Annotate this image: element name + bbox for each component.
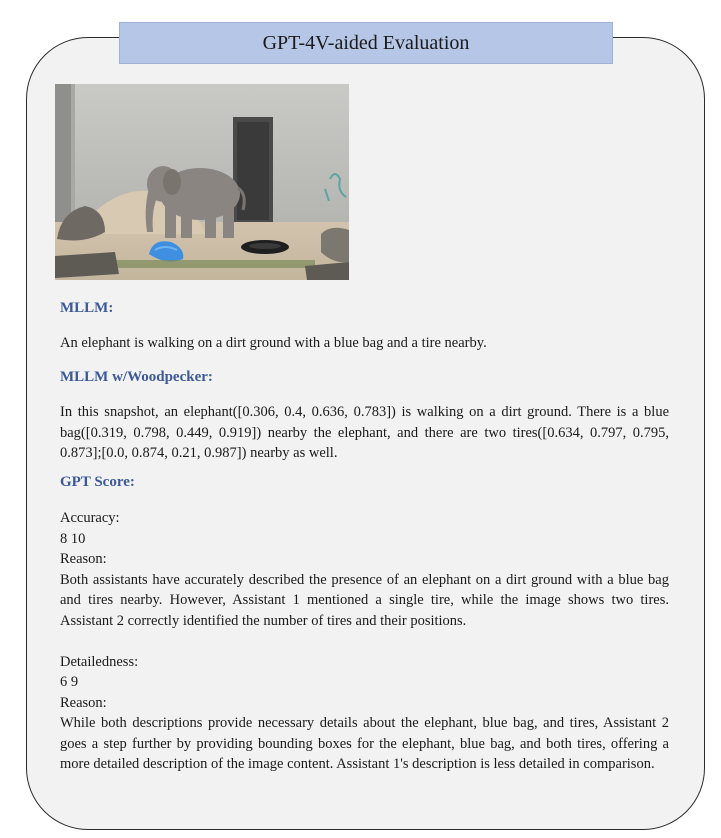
gpt-score-block [60, 508, 669, 775]
elephant-photo [55, 84, 349, 280]
mllm-label: MLLM: [60, 300, 114, 316]
detailedness-label: Detailedness: [60, 653, 139, 670]
detailedness-reason: While both descriptions provide necessary details about the elephant, blue bag, and tires, Assistant 2 goes a step further by providing bounding boxes for the elephant, blue bag, and both tires, offering a more detailed description of the image content. Assistant 1's description is less detailed in comparison. [60, 715, 669, 772]
accuracy-label: Accuracy: [60, 510, 120, 526]
accuracy-reason-label: Reason: [60, 551, 107, 567]
spacer [60, 631, 669, 652]
accuracy-values: 8 10 [60, 530, 86, 547]
page-title: GPT-4V-aided Evaluation [262, 31, 470, 54]
woodpecker-label: MLLM w/Woodpecker: [60, 369, 213, 385]
gpt-score-label: GPT Score: [60, 474, 135, 490]
detailedness-values: 6 9 [60, 674, 79, 690]
mllm-text: An elephant is walking on a dirt ground with a blue bag and a tire nearby. [60, 335, 487, 351]
detailedness-reason-label: Reason: [60, 694, 107, 711]
woodpecker-text: In this snapshot, an elephant([0.306, 0.4, 0.636, 0.783]) is walking on a dirt ground. There is a blue bag([0.319, 0.798, 0.449, 0.919]) nearby the elephant, and there are two tires([0.634, 0.797, 0.795, 0.873];[0.0, 0.874, 0.21, 0.987]) nearby as well. [60, 404, 669, 461]
accuracy-reason: Both assistants have accurately described the presence of an elephant on a dirt ground with a blue bag and tires nearby. However, Assistant 1 mentioned a single tire, while the image shows two tires. Assistant 2 correctly identified the number of tires and their positions. [60, 571, 669, 629]
title-bar [119, 22, 613, 64]
